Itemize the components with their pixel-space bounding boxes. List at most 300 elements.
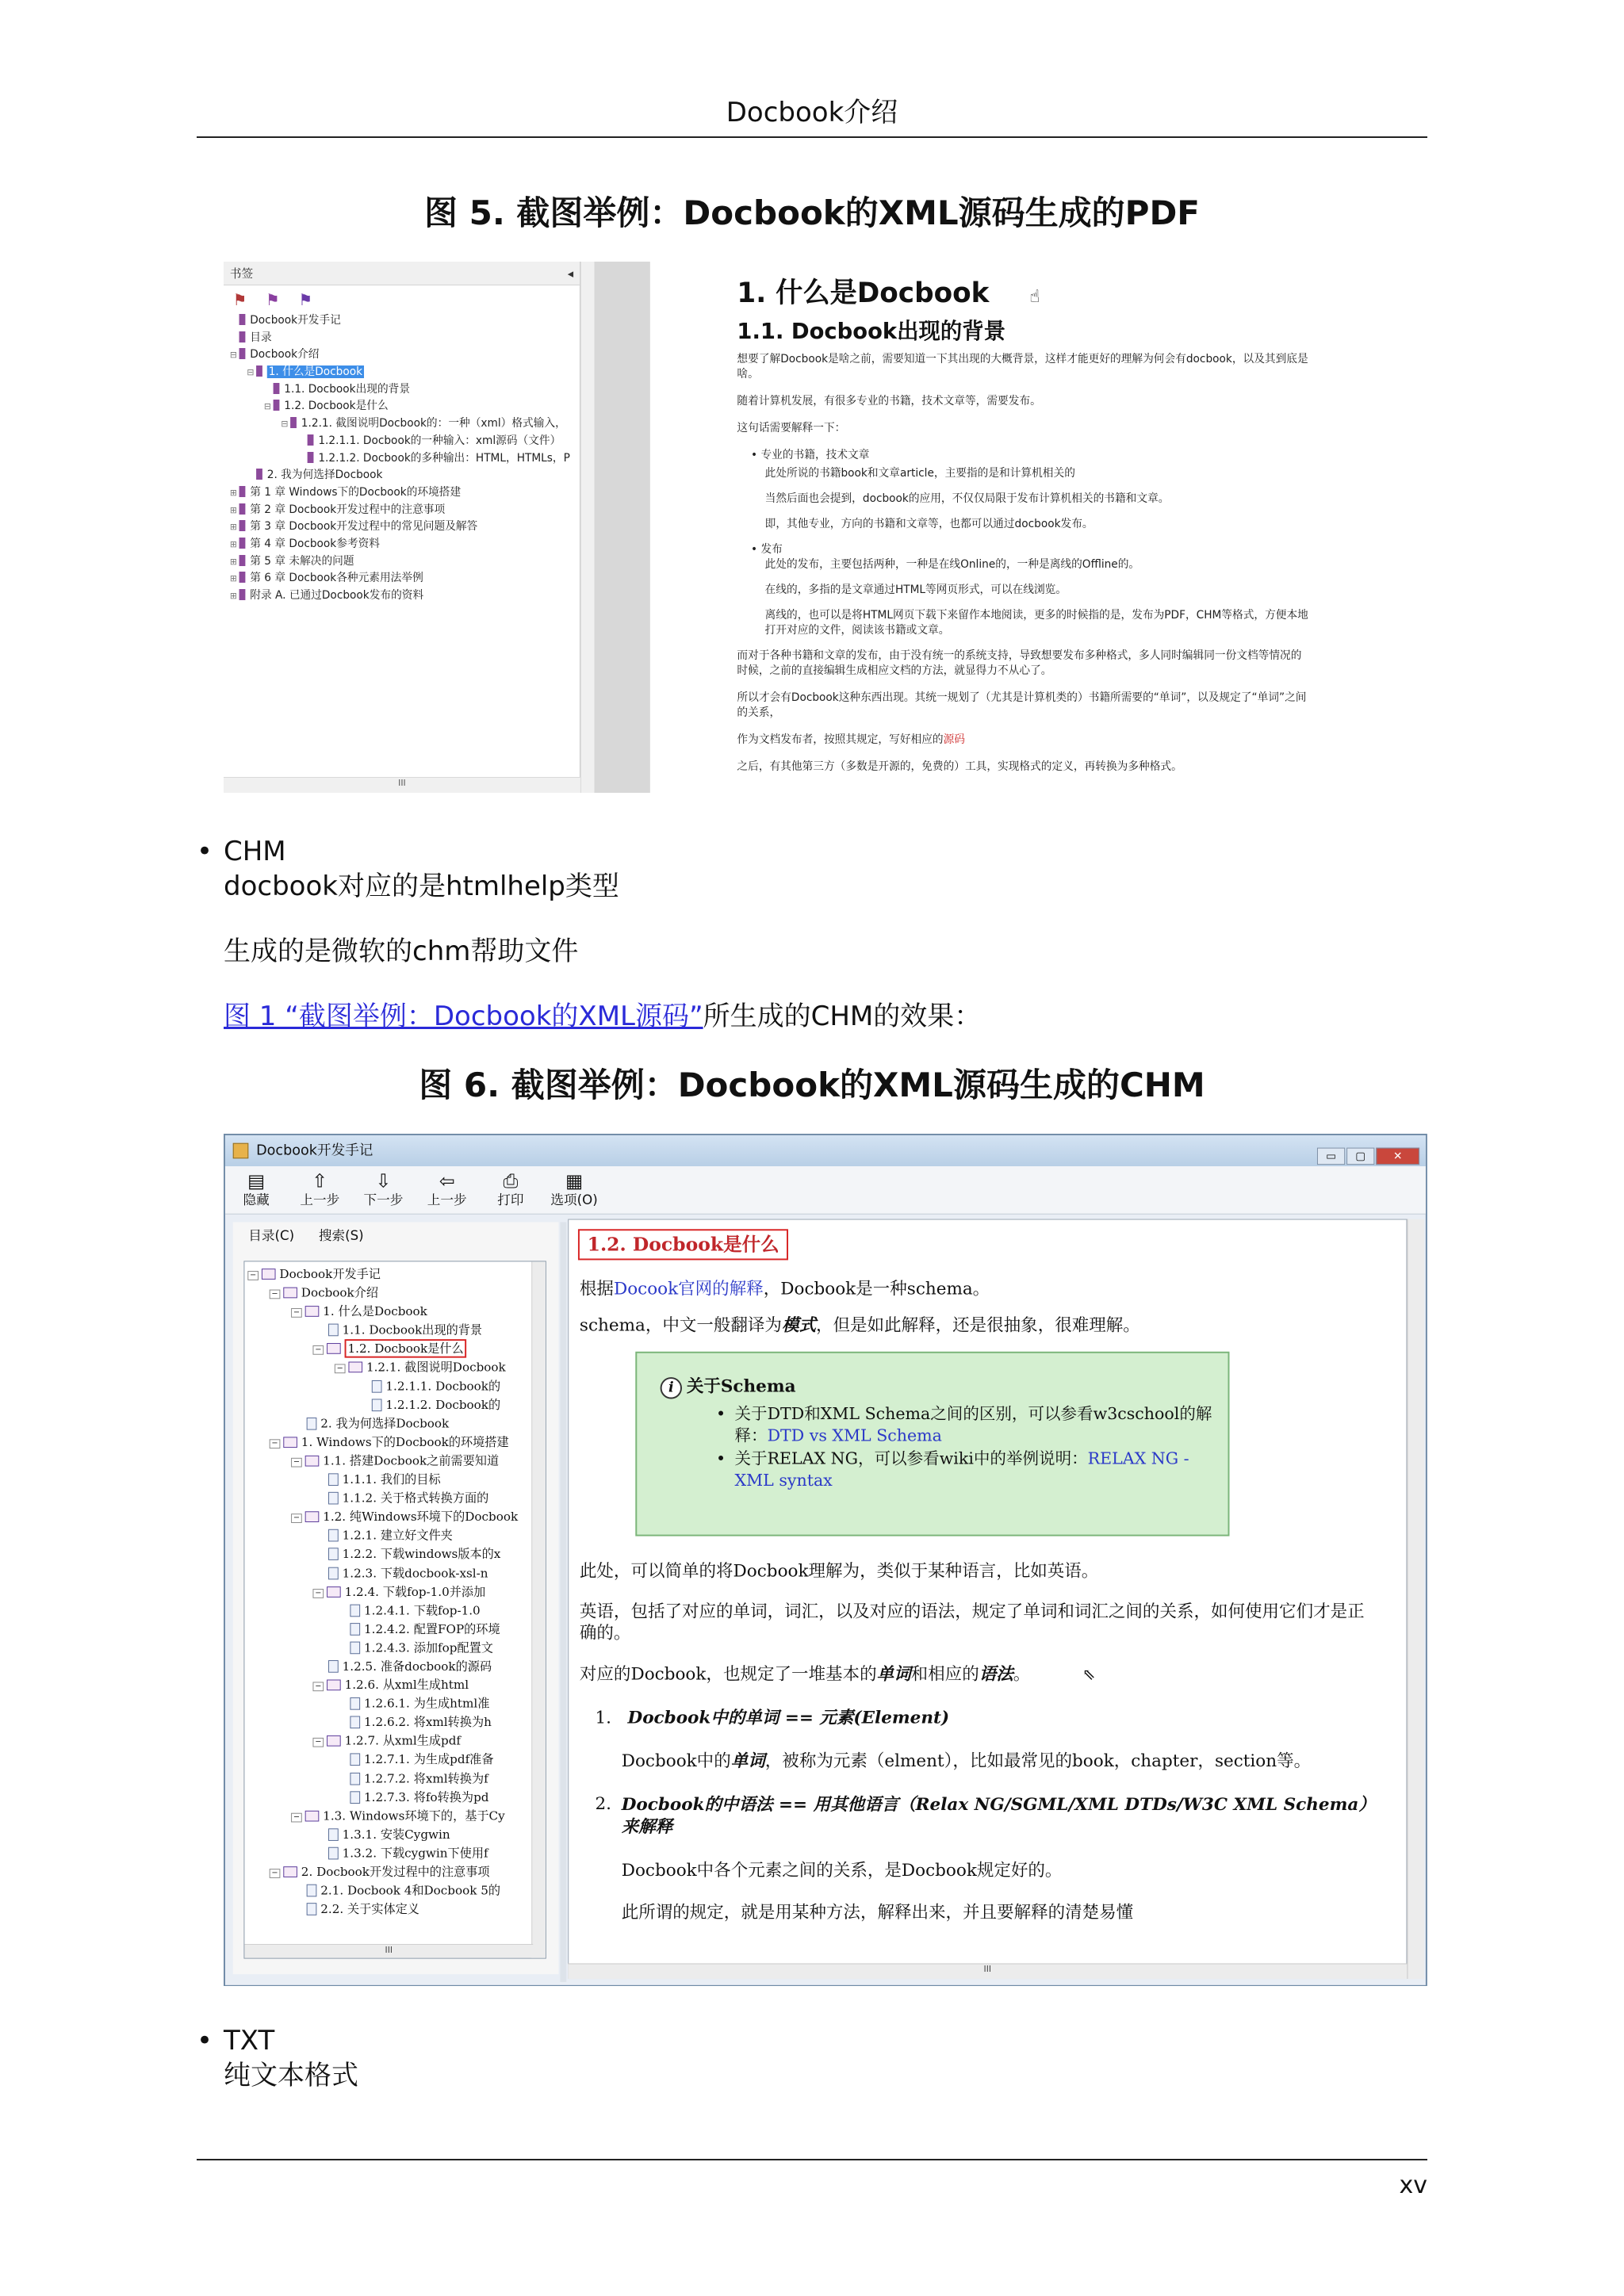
toc-item[interactable] bbox=[247, 1825, 546, 1844]
bookmark-item[interactable] bbox=[224, 519, 580, 536]
tree-toggle-icon[interactable]: ⊟ bbox=[229, 350, 237, 361]
page-icon bbox=[350, 1791, 360, 1804]
bookmark-icon bbox=[274, 400, 280, 411]
bookmark-pane-title: 书签 bbox=[229, 266, 254, 281]
back-button[interactable] bbox=[422, 1169, 472, 1208]
page-icon bbox=[307, 1885, 317, 1897]
toc-item[interactable] bbox=[247, 1414, 546, 1433]
book-icon bbox=[327, 1343, 341, 1354]
list-item bbox=[595, 1793, 1378, 1839]
toc-label: 2.1. Docbook 4和Docbook 5的 bbox=[320, 1883, 501, 1898]
toc-item[interactable] bbox=[247, 1452, 546, 1471]
options-icon: ▦ bbox=[565, 1169, 584, 1192]
bookmark-item[interactable] bbox=[224, 450, 580, 468]
tree-toggle-icon[interactable]: ⊟ bbox=[281, 419, 289, 430]
bookmark-tree bbox=[224, 312, 580, 605]
bookmark-item[interactable] bbox=[224, 381, 580, 399]
toc-item[interactable] bbox=[247, 1844, 546, 1863]
content-text: ，被称为元素（elment），比如最常见的book，chapter，section等。 bbox=[764, 1751, 1312, 1771]
txt-bullet-line: 纯文本格式 bbox=[224, 2060, 358, 2091]
tree-collapse-icon[interactable]: − bbox=[291, 1812, 302, 1822]
tree-collapse-icon[interactable]: − bbox=[270, 1869, 281, 1878]
docbook-site-link[interactable]: Docook官网的解释 bbox=[613, 1279, 764, 1299]
bullet-dot: • bbox=[716, 1449, 726, 1468]
toc-label: 1.2.6. 从xml生成html bbox=[344, 1678, 469, 1693]
bookmark-item[interactable] bbox=[224, 536, 580, 553]
minimize-icon[interactable]: ▭ bbox=[1317, 1148, 1345, 1165]
bookmark-icon bbox=[274, 383, 280, 394]
toc-label: 1.2.2. 下载windows版本的x bbox=[342, 1547, 501, 1562]
hscroll-grip: III bbox=[385, 1944, 393, 1955]
chm-bullet bbox=[197, 834, 1427, 1034]
tree-toggle-icon[interactable]: ⊟ bbox=[247, 367, 255, 378]
running-header bbox=[197, 94, 1427, 138]
page-icon bbox=[328, 1828, 339, 1841]
previous-button[interactable] bbox=[295, 1169, 345, 1208]
bookmark-item[interactable] bbox=[224, 553, 580, 571]
toc-item[interactable] bbox=[247, 1713, 546, 1732]
toc-label: 1.2.3. 下载docbook-xsl-n bbox=[342, 1566, 488, 1580]
bookmark-label: 1.1. Docbook出现的背景 bbox=[284, 382, 411, 396]
toc-item[interactable] bbox=[247, 1657, 546, 1676]
close-icon[interactable]: ✕ bbox=[1376, 1148, 1419, 1165]
page-icon bbox=[328, 1324, 339, 1337]
toc-item[interactable] bbox=[247, 1377, 546, 1396]
bookmark-icon bbox=[239, 348, 246, 359]
expand-bookmark-icon[interactable]: ⚑ bbox=[266, 290, 280, 309]
pdf-paragraph bbox=[737, 733, 1311, 748]
content-text: Docbook中的 bbox=[621, 1751, 731, 1771]
toc-item[interactable] bbox=[247, 1676, 546, 1695]
toc-label: 1.2.7.3. 将fo转换为pd bbox=[364, 1789, 489, 1804]
toc-label: 1.1.1. 我们的目标 bbox=[342, 1472, 441, 1487]
chm-bullet-link-line bbox=[224, 999, 1427, 1034]
note-title bbox=[661, 1373, 796, 1399]
book-icon bbox=[283, 1866, 297, 1877]
toc-vscrollbar[interactable] bbox=[531, 1261, 546, 1958]
toc-label: 2.2. 关于实体定义 bbox=[320, 1902, 419, 1916]
list-item bbox=[595, 1707, 1393, 1729]
bookmark-item[interactable] bbox=[224, 433, 580, 450]
list-item-body-cut: 此所谓的规定，就是用某种方法，解释出来，并且要解释的清楚易懂 bbox=[621, 1903, 1134, 1923]
toc-item[interactable] bbox=[247, 1395, 546, 1414]
content-text: 根据 bbox=[579, 1279, 614, 1299]
tree-toggle-icon[interactable]: ⊞ bbox=[229, 538, 237, 549]
tree-toggle-icon[interactable]: ⊞ bbox=[229, 487, 237, 498]
toc-rows bbox=[244, 1261, 545, 1919]
chm-window bbox=[224, 1134, 1427, 1986]
book-icon bbox=[305, 1811, 320, 1822]
tree-collapse-icon[interactable]: − bbox=[312, 1589, 324, 1598]
up-arrow-icon: ⇧ bbox=[312, 1169, 328, 1192]
page-icon bbox=[350, 1697, 360, 1710]
book-icon bbox=[262, 1269, 276, 1280]
link-suffix: 所生成的CHM的效果： bbox=[703, 1001, 982, 1032]
toc-label: 1.2.6.1. 为生成html准 bbox=[364, 1697, 490, 1711]
bookmark-item[interactable] bbox=[224, 570, 580, 587]
bookmark-item[interactable] bbox=[224, 587, 580, 605]
toc-item[interactable] bbox=[247, 1302, 546, 1321]
toc-item[interactable] bbox=[247, 1358, 546, 1377]
maximize-icon[interactable]: ▢ bbox=[1346, 1148, 1374, 1165]
relax-ng-link[interactable]: RELAX NG - XML syntax bbox=[734, 1449, 1189, 1490]
pdf-paragraph: 之后，有其他第三方（多数是开源的，免费的）工具，实现格式的定义，再转换为多种格式。 bbox=[737, 760, 1182, 773]
tree-toggle-icon[interactable]: ⊟ bbox=[263, 401, 271, 412]
toolbar-label: 上一步 bbox=[300, 1192, 340, 1208]
toc-item[interactable] bbox=[247, 1563, 546, 1582]
bookmark-toolbar bbox=[224, 285, 580, 312]
bookmark-icon bbox=[239, 555, 246, 566]
bullet-dot: • bbox=[197, 836, 213, 867]
toolbar-label: 上一步 bbox=[427, 1192, 467, 1208]
bookmark-label: 第 4 章 Docbook参考资料 bbox=[250, 537, 381, 550]
tree-toggle-icon[interactable]: ⊞ bbox=[229, 522, 237, 533]
bookmark-icon bbox=[308, 434, 314, 446]
hscroll-grip: III bbox=[398, 778, 406, 788]
page-icon bbox=[350, 1623, 360, 1636]
bookmark-item[interactable] bbox=[224, 467, 580, 484]
bookmark-label: 1.2.1.2. Docbook的多种输出：HTML，HTMLs，P bbox=[318, 451, 570, 465]
bookmark-label: 第 6 章 Docbook各种元素用法举例 bbox=[250, 572, 423, 585]
toc-item[interactable] bbox=[247, 1601, 546, 1620]
bookmark-item[interactable] bbox=[224, 330, 580, 347]
page-icon bbox=[350, 1604, 360, 1617]
toc-label: 1.2. Docbook是什么 bbox=[345, 1340, 467, 1358]
toc-label: Docbook介绍 bbox=[301, 1285, 379, 1300]
pdf-paragraph: 离线的，也可以是将HTML网页下载下来留作本地阅读，更多的时候指的是，发布为PDF，CHM等格式，方便本地打开对应的文件，阅读该书籍或文章。 bbox=[764, 609, 1308, 637]
bookmark-item[interactable] bbox=[224, 484, 580, 502]
pdf-paragraph: 想要了解Docbook是啥之前，需要知道一下其出现的大概背景，这样才能更好的理解为何会有docbook，以及其到底是啥。 bbox=[737, 353, 1308, 381]
content-paragraph: 此处，可以简单的将Docbook理解为，类似于某种语言，比如英语。 bbox=[579, 1561, 1099, 1582]
tree-toggle-icon[interactable]: ⊞ bbox=[229, 573, 237, 584]
page-icon bbox=[328, 1548, 339, 1561]
book-icon bbox=[348, 1362, 362, 1373]
list-item-body: Docbook中各个元素之间的关系，是Docbook规定好的。 bbox=[621, 1861, 1063, 1881]
toc-label: 1.2.4.2. 配置FOP的环境 bbox=[364, 1621, 500, 1636]
toc-label: 1.2.1.1. Docbook的 bbox=[385, 1379, 501, 1394]
pdf-heading-1 bbox=[737, 271, 1040, 311]
tree-collapse-icon[interactable]: − bbox=[291, 1513, 302, 1523]
pdf-bullet-2: • 发布 bbox=[751, 543, 783, 556]
page-icon bbox=[350, 1716, 360, 1729]
tree-collapse-icon[interactable]: − bbox=[335, 1364, 346, 1374]
content-text: ，但是如此解释，还是很抽象，很难理解。 bbox=[815, 1315, 1140, 1336]
pdf-paragraph: 随着计算机发展，有很多专业的书籍，技术文章等，需要发布。 bbox=[737, 395, 1041, 408]
tree-collapse-icon[interactable]: − bbox=[270, 1439, 281, 1448]
book-icon bbox=[327, 1586, 341, 1598]
bookmark-label: 1.2. Docbook是什么 bbox=[284, 400, 389, 413]
book-icon bbox=[283, 1288, 297, 1299]
figure-5-title: 图 5. 截图举例：Docbook的XML源码生成的PDF bbox=[423, 193, 1201, 232]
book-icon bbox=[283, 1437, 297, 1448]
bookmark-icon bbox=[239, 486, 246, 497]
toc-label: 1. Windows下的Docbook的环境搭建 bbox=[301, 1435, 509, 1449]
content-vscrollbar[interactable] bbox=[1407, 1219, 1424, 1979]
toc-label: 1.1.2. 关于格式转换方面的 bbox=[342, 1490, 489, 1506]
bookmark-pane-header bbox=[224, 262, 580, 285]
toc-item[interactable] bbox=[247, 1508, 546, 1527]
toc-item[interactable] bbox=[247, 1470, 546, 1489]
content-text: 。 bbox=[1013, 1664, 1031, 1685]
bookmark-options-icon[interactable]: ⚑ bbox=[232, 290, 247, 309]
toc-item[interactable] bbox=[247, 1265, 546, 1284]
bookmark-label: 1.2.1.1. Docbook的一种输入：xml源码（文件） bbox=[318, 434, 561, 447]
tree-collapse-icon[interactable]: − bbox=[247, 1271, 259, 1280]
bookmark-pane bbox=[224, 262, 580, 793]
bookmark-icon bbox=[256, 469, 262, 480]
bookmark-label: Docbook介绍 bbox=[250, 348, 320, 362]
toc-label: 1.3.2. 下载cygwin下使用f bbox=[342, 1846, 488, 1861]
figure-6-screenshot bbox=[224, 1134, 1427, 1986]
page-icon bbox=[328, 1473, 339, 1486]
toc-label: 1.2.6.2. 将xml转换为h bbox=[364, 1715, 492, 1730]
tree-collapse-icon[interactable]: − bbox=[312, 1738, 324, 1747]
bookmark-label: 第 2 章 Docbook开发过程中的注意事项 bbox=[250, 503, 446, 516]
tree-collapse-icon[interactable]: − bbox=[312, 1682, 324, 1692]
content-text: ，Docbook是一种schema。 bbox=[763, 1279, 990, 1299]
content-emphasis: 单词 bbox=[876, 1663, 911, 1685]
toc-item[interactable] bbox=[247, 1770, 546, 1789]
bookmark-icon bbox=[239, 572, 246, 583]
page-icon bbox=[307, 1418, 317, 1430]
info-icon: i bbox=[661, 1377, 682, 1399]
book-icon bbox=[305, 1306, 320, 1317]
toc-item[interactable] bbox=[247, 1694, 546, 1713]
bookmark-label: 第 3 章 Docbook开发过程中的常见问题及解答 bbox=[250, 520, 478, 534]
toc-label: Docbook开发手记 bbox=[279, 1267, 381, 1281]
pdf-paragraph: 所以才会有Docbook这种东西出现。其统一规划了（尤其是计算机类的）书籍所需要的“单词”，以及规定了“单词”之间的关系， bbox=[737, 691, 1307, 719]
back-arrow-icon: ⇦ bbox=[439, 1169, 455, 1192]
content-text: 对应的Docbook，也规定了一堆基本的 bbox=[579, 1664, 877, 1685]
bookmark-pane-scrollbar[interactable] bbox=[580, 262, 595, 793]
content-text: schema，中文一般翻译为 bbox=[579, 1315, 782, 1336]
list-item-title: Docbook中的单词 == 元素(Element) bbox=[627, 1707, 950, 1728]
list-item-body bbox=[622, 1751, 1381, 1773]
bookmark-icon bbox=[290, 417, 297, 428]
toc-label: 1.2.7.1. 为生成pdf准备 bbox=[364, 1752, 494, 1767]
figure-5-screenshot bbox=[224, 262, 1401, 793]
print-button[interactable] bbox=[486, 1169, 536, 1208]
toc-label: 1.2.7.2. 将xml转换为f bbox=[364, 1771, 488, 1786]
chm-app-icon bbox=[233, 1143, 249, 1159]
navigation-tabs bbox=[233, 1222, 559, 1249]
toolbar-label: 下一步 bbox=[363, 1192, 404, 1208]
toc-label: 1.3.1. 安装Cygwin bbox=[342, 1827, 450, 1842]
bookmark-label: 附录 A. 已通过Docbook发布的资料 bbox=[250, 589, 424, 602]
tree-collapse-icon[interactable]: − bbox=[312, 1345, 324, 1355]
toc-item[interactable] bbox=[247, 1620, 546, 1639]
content-paragraph: 英语，包括了对应的单词，词汇，以及对应的语法，规定了单词和词汇之间的关系，如何使用它们才是正确的。 bbox=[579, 1601, 1365, 1644]
hscroll-grip: III bbox=[983, 1964, 992, 1975]
book-icon bbox=[305, 1512, 320, 1523]
options-button[interactable] bbox=[550, 1169, 599, 1208]
toc-tree bbox=[243, 1261, 546, 1958]
bookmark-label: 2. 我为何选择Docbook bbox=[266, 469, 383, 482]
content-paragraph bbox=[580, 1663, 1378, 1686]
page-icon bbox=[328, 1492, 339, 1505]
tree-collapse-icon[interactable]: − bbox=[291, 1308, 302, 1318]
toc-label: 1.1. Docbook出现的背景 bbox=[342, 1322, 483, 1337]
pdf-page bbox=[650, 262, 1401, 793]
tree-toggle-icon[interactable]: ⊞ bbox=[229, 504, 237, 515]
new-bookmark-icon[interactable]: ⚑ bbox=[298, 290, 313, 309]
toc-item[interactable] bbox=[247, 1489, 546, 1508]
pdf-paragraph: 即，其他专业，方向的书籍和文章等，也都可以通过docbook发布。 bbox=[764, 518, 1094, 530]
hide-icon: ▤ bbox=[247, 1169, 266, 1192]
schema-note-box bbox=[635, 1352, 1229, 1536]
chm-bullet-line: 生成的是微软的chm帮助文件 bbox=[224, 936, 579, 967]
content-heading: 1.2. Docbook是什么 bbox=[578, 1229, 788, 1260]
toc-label: 1.2.4. 下载fop-1.0并添加 bbox=[344, 1584, 486, 1599]
pdf-paragraph: 这句话需要解释一下： bbox=[737, 422, 846, 434]
bookmark-item[interactable] bbox=[224, 502, 580, 519]
txt-bullet-section bbox=[197, 2023, 1427, 2093]
toc-item[interactable] bbox=[247, 1545, 546, 1564]
toc-item[interactable] bbox=[247, 1284, 546, 1303]
figure-1-link[interactable]: 图 1 “截图举例：Docbook的XML源码” bbox=[224, 1001, 703, 1032]
dtd-vs-xml-schema-link[interactable]: DTD vs XML Schema bbox=[767, 1425, 942, 1445]
toc-label: 1.2.1.2. Docbook的 bbox=[385, 1398, 501, 1412]
toc-label: 1.2.1. 建立好文件夹 bbox=[342, 1529, 453, 1543]
toc-item[interactable] bbox=[247, 1526, 546, 1545]
list-number: 2. bbox=[595, 1794, 611, 1814]
window-title: Docbook开发手记 bbox=[256, 1142, 373, 1159]
hide-button[interactable] bbox=[232, 1169, 282, 1208]
bookmark-item[interactable] bbox=[224, 415, 580, 433]
navigation-pane bbox=[233, 1222, 559, 1974]
toc-label: 1.3. Windows环境下的，基于Cy bbox=[323, 1808, 505, 1823]
pdf-paragraph: 在线的，多指的是文章通过HTML等网页形式，可以在线浏览。 bbox=[764, 584, 1067, 596]
bullet-dot: • bbox=[197, 2025, 213, 2057]
toc-label: 1.2.5. 准备docbook的源码 bbox=[342, 1659, 492, 1674]
running-header-title: Docbook介绍 bbox=[726, 97, 898, 128]
bookmark-label: 目录 bbox=[250, 331, 272, 344]
book-icon bbox=[327, 1735, 341, 1747]
print-icon: ⎙ bbox=[503, 1169, 519, 1192]
window-titlebar[interactable] bbox=[225, 1135, 1426, 1166]
content-paragraph bbox=[580, 1279, 1378, 1300]
bookmark-label: Docbook开发手记 bbox=[250, 314, 341, 327]
toc-hscrollbar[interactable] bbox=[244, 1944, 533, 1958]
list-number: 1. bbox=[595, 1708, 611, 1728]
toolbar-label: 隐藏 bbox=[243, 1192, 270, 1208]
hand-cursor-icon: ☝ bbox=[1029, 287, 1040, 307]
page-icon bbox=[307, 1903, 317, 1915]
toc-item[interactable] bbox=[247, 1433, 546, 1452]
tab-contents[interactable]: 目录(C) bbox=[248, 1228, 295, 1244]
toc-item[interactable] bbox=[247, 1751, 546, 1770]
pdf-text: 作为文档发布者，按照其规定，写好相应的 bbox=[737, 733, 944, 746]
pdf-paragraph: 此处的发布，主要包括两种，一种是在线Online的，一种是离线的Offline的。 bbox=[764, 558, 1140, 571]
tree-toggle-icon[interactable]: ⊞ bbox=[229, 591, 237, 601]
toc-label: 1.2.1. 截图说明Docbook bbox=[366, 1360, 506, 1375]
figure-6-title: 图 6. 截图举例：Docbook的XML源码生成的CHM bbox=[419, 1066, 1205, 1104]
page-icon bbox=[372, 1399, 382, 1411]
content-pane bbox=[568, 1219, 1407, 1979]
page-icon bbox=[328, 1847, 339, 1860]
toc-item[interactable] bbox=[247, 1900, 546, 1919]
bullet-dot: • bbox=[716, 1404, 726, 1423]
bookmark-label: 1. 什么是Docbook bbox=[268, 365, 363, 379]
page-icon bbox=[328, 1529, 339, 1542]
toc-item[interactable] bbox=[247, 1862, 546, 1881]
pdf-bullet-title: 发布 bbox=[760, 543, 783, 556]
bookmark-item[interactable] bbox=[224, 364, 580, 381]
note-text: 关于DTD和XML Schema之间的区别，可以参看w3cschool的解释： bbox=[734, 1404, 1212, 1445]
toc-item[interactable] bbox=[247, 1807, 546, 1826]
tree-toggle-icon[interactable]: ⊞ bbox=[229, 556, 237, 567]
note-title-text: 关于Schema bbox=[686, 1376, 796, 1397]
toc-label: 1.2.4.3. 添加fop配置文 bbox=[364, 1640, 493, 1655]
toc-item[interactable] bbox=[247, 1881, 546, 1900]
down-arrow-icon: ⇩ bbox=[375, 1169, 392, 1192]
list-item-title: Docbook的中语法 == 用其他语言（Relax NG/SGML/XML DTDs/W3C XML Schema）来解释 bbox=[621, 1794, 1376, 1838]
pdf-paragraph: 此处所说的书籍book和文章article，主要指的是和计算机相关的 bbox=[764, 467, 1075, 480]
mouse-cursor-icon: ⇖ bbox=[1082, 1664, 1096, 1684]
content-emphasis: 模式 bbox=[781, 1314, 816, 1336]
txt-bullet-title: TXT bbox=[224, 2025, 275, 2057]
bookmark-icon bbox=[239, 589, 246, 600]
pane-splitter[interactable] bbox=[560, 1222, 566, 1981]
content-hscrollbar[interactable] bbox=[568, 1963, 1407, 1979]
toc-label: 1.2.4.1. 下载fop-1.0 bbox=[364, 1603, 481, 1617]
note-item bbox=[716, 1448, 1216, 1491]
note-item bbox=[716, 1402, 1216, 1446]
txt-bullet bbox=[197, 2023, 1427, 2093]
toc-item[interactable] bbox=[247, 1340, 546, 1359]
chm-bullet-section bbox=[197, 834, 1427, 1034]
bookmark-icon bbox=[239, 503, 246, 515]
content-emphasis: 单词 bbox=[730, 1751, 765, 1771]
tab-search[interactable]: 搜索(S) bbox=[318, 1228, 364, 1244]
tree-collapse-icon[interactable]: − bbox=[291, 1458, 302, 1468]
bookmark-icon bbox=[239, 331, 246, 342]
toc-label: 1.2.7. 从xml生成pdf bbox=[344, 1734, 462, 1748]
bookmark-pane-hscrollbar[interactable] bbox=[224, 777, 580, 793]
bookmark-label: 1.2.1. 截图说明Docbook的：一种（xml）格式输入， bbox=[301, 417, 566, 430]
bookmark-item[interactable] bbox=[224, 346, 580, 364]
chm-bullet-line: docbook对应的是htmlhelp类型 bbox=[224, 871, 619, 902]
next-button[interactable] bbox=[358, 1169, 408, 1208]
tree-collapse-icon[interactable]: − bbox=[270, 1290, 281, 1299]
bookmark-item[interactable] bbox=[224, 312, 580, 330]
pdf-gutter bbox=[594, 262, 649, 793]
bookmark-item[interactable] bbox=[224, 398, 580, 415]
toc-label: 1.1. 搭建Docbook之前需要知道 bbox=[323, 1453, 500, 1468]
toc-item[interactable] bbox=[247, 1321, 546, 1340]
bookmark-label: 第 5 章 未解决的问题 bbox=[250, 554, 354, 568]
toolbar-label: 选项(O) bbox=[550, 1192, 598, 1208]
pdf-body bbox=[737, 352, 1311, 786]
bookmark-icon bbox=[239, 538, 246, 549]
pdf-bullet-title: 专业的书籍，技术文章 bbox=[760, 449, 870, 461]
pdf-paragraph: 当然后面也会提到，docbook的应用，不仅仅局限于发布计算机相关的书籍和文章。 bbox=[764, 492, 1170, 505]
bookmark-icon bbox=[256, 365, 262, 377]
page-icon bbox=[372, 1380, 382, 1393]
toc-item[interactable] bbox=[247, 1732, 546, 1751]
toc-item[interactable] bbox=[247, 1582, 546, 1601]
bookmark-icon bbox=[239, 520, 246, 531]
collapse-pane-icon[interactable]: ◂ bbox=[567, 266, 574, 281]
toc-item[interactable] bbox=[247, 1788, 546, 1807]
toc-label: 2. 我为何选择Docbook bbox=[320, 1416, 450, 1431]
toc-label: 1.2. 纯Windows环境下的Docbook bbox=[323, 1510, 519, 1525]
page-icon bbox=[328, 1567, 339, 1579]
toc-item[interactable] bbox=[247, 1639, 546, 1658]
page-icon bbox=[350, 1772, 360, 1785]
pdf-red-text: 源码 bbox=[943, 733, 965, 746]
toc-label: 2. Docbook开发过程中的注意事项 bbox=[301, 1865, 490, 1879]
